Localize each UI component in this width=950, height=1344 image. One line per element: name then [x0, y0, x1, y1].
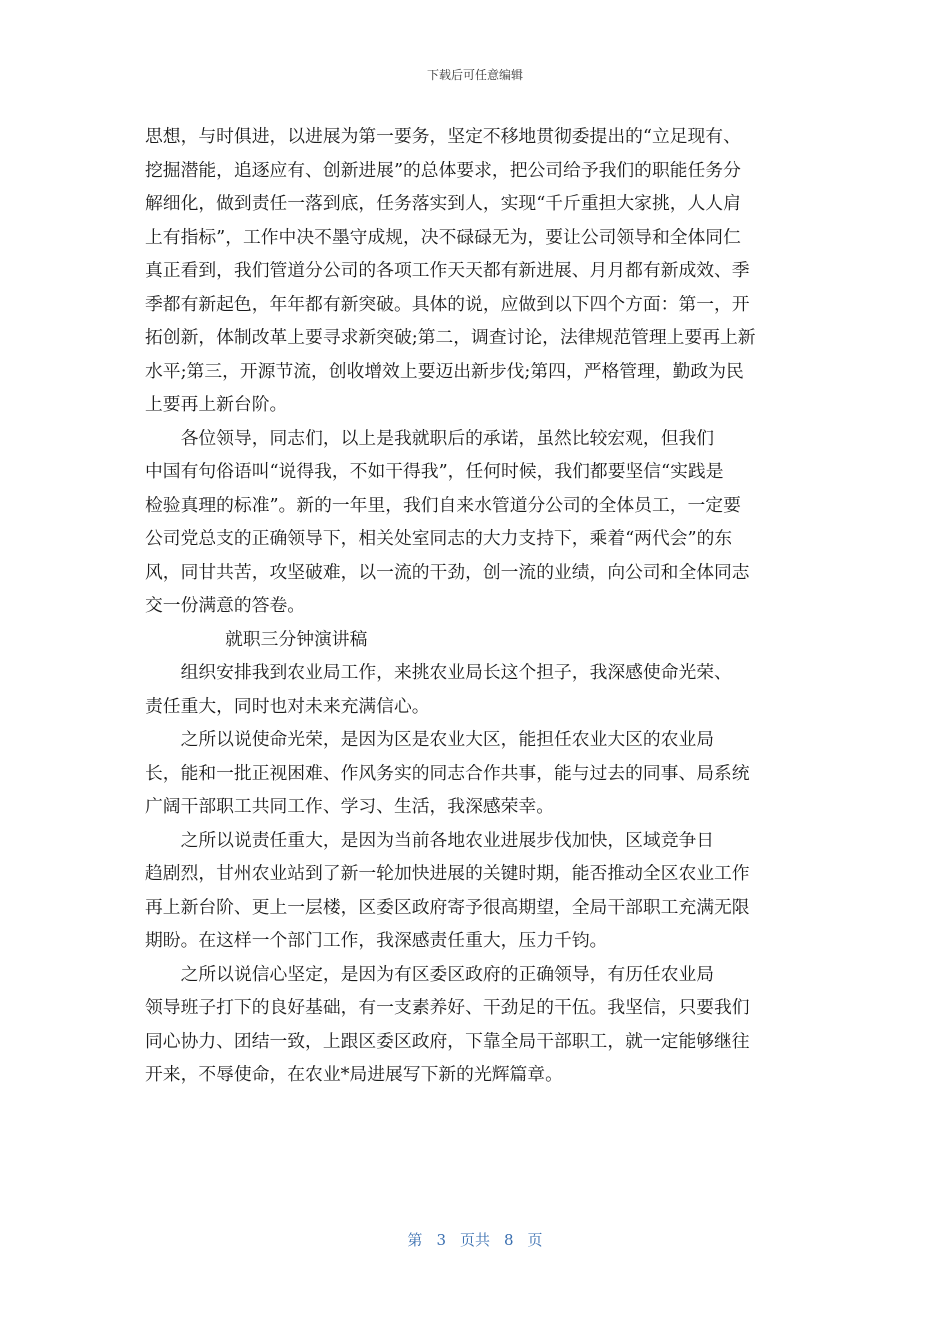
footer-word-page: 第	[407, 1231, 423, 1249]
paragraph-responsibility: 之所以说责任重大，是因为当前各地农业进展步伐加快，区域竞争日 趋剧烈，甘州农业站到了新一轮加快进展的关键时期，能否推动全区农业工作 再上新台阶、更上一层楼，区委区政府寄予很高期望，全局干部职工充满无限 期盼。在这样一个部门工作，我深感责任重大，压力千钧。	[145, 829, 750, 951]
paragraph-honor: 之所以说使命光荣，是因为区是农业大区，能担任农业大区的农业局 长，能和一批正视困难、作风务实的同志合作共事，能与过去的同事、局系统 广阔干部职工共同工作、学习、生活，我深感荣幸。	[145, 729, 750, 817]
total-pages-number: 8	[504, 1231, 514, 1249]
current-page-number: 3	[436, 1231, 446, 1249]
page-number-footer	[0, 1230, 950, 1250]
paragraph-continuation: 思想，与时俱进，以进展为第一要务，坚定不移地贯彻委提出的“立足现有、 挖掘潜能，追逐应有、创新进展”的总体要求，把公司给予我们的职能任务分 解细化，做到责任一落到底，任务落实到人，实现“千斤重担大家挑，人人肩 上有指标”，工作中决不墨守成规，决不碌碌无为，要让公司领导和全体同仁 真正看到，我们管道分公司的各项工作天天都有新进展、月月都有新成效、季 季都有新起色，年年都有新突破。具体的说，应做到以下四个方面：第一，开 拓创新，体制改革上要寻求新突破;第二，调查讨论，法律规范管理上要再上新 水平;第三，开源节流，创收增效上要迈出新步伐;第四，严格管理，勤政为民 上要再上新台阶。	[145, 126, 756, 415]
document-body	[145, 120, 807, 1092]
section-title: 就职三分钟演讲稿	[225, 628, 368, 650]
paragraph-intro: 组织安排我到农业局工作，来挑农业局长这个担子，我深感使命光荣、 责任重大，同时也对未来充满信心。	[145, 662, 732, 717]
paragraph-closing: 各位领导，同志们，以上是我就职后的承诺，虽然比较宏观，但我们 中国有句俗语叫“说得我，不如干得我”，任何时候，我们都要坚信“实践是 检验真理的标准”。新的一年里，我们自来水管道分公司的全体员工，一定要 公司党总支的正确领导下，相关处室同志的大力支持下，乘着“两代会”的东 风，同甘共苦，攻坚破难，以一流的干劲，创一流的业绩，向公司和全体同志 交一份满意的答卷。	[145, 427, 750, 616]
paragraph-confidence: 之所以说信心坚定，是因为有区委区政府的正确领导，有历任农业局 领导班子打下的良好基础，有一支素养好、干劲足的干伍。我坚信，只要我们 同心协力、团结一致，上跟区委区政府，下靠全局干部职工，就一定能够继往 开来，不辱使命，在农业*局进展写下新的光辉篇章。	[145, 963, 750, 1085]
page-header-note: 下载后可任意编辑	[426, 68, 523, 82]
footer-word-of: 页共	[459, 1231, 490, 1249]
footer-word-page-end: 页	[527, 1231, 543, 1249]
